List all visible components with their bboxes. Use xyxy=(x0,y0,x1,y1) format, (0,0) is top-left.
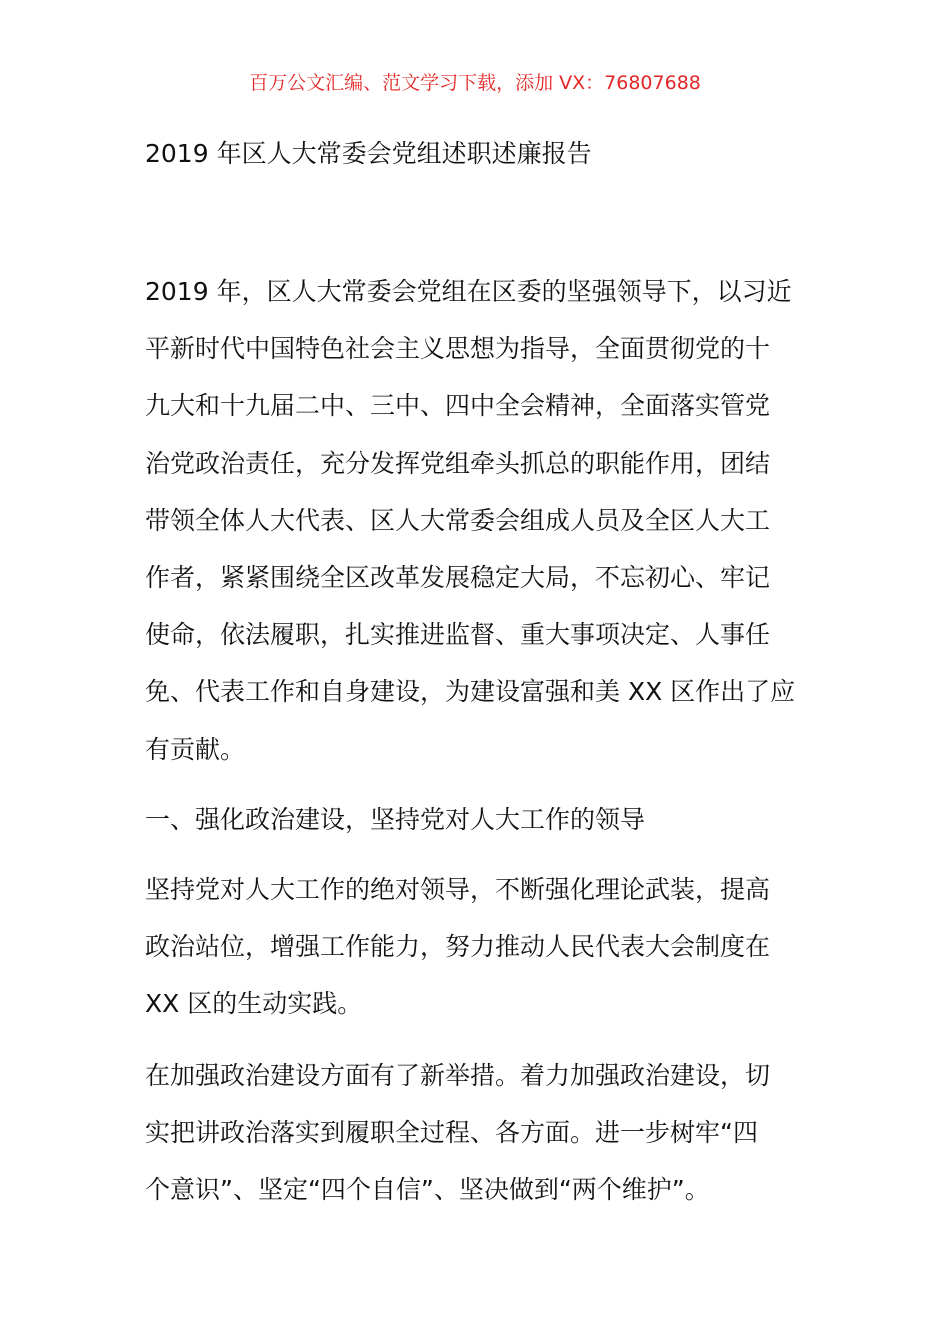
document-title: 2019 年区人大常委会党组述职述廉报告 xyxy=(145,139,592,168)
watermark-header: 百万公文汇编、范文学习下载，添加 VX：76807688 xyxy=(249,72,701,94)
text-line: 个意识”、坚定“四个自信”、坚决做到“两个维护”。 xyxy=(145,1175,710,1205)
text-line: 政治站位，增强工作能力，努力推动人民代表大会制度在 xyxy=(145,932,771,962)
text-line: 治党政治责任，充分发挥党组牵头抓总的职能作用，团结 xyxy=(145,448,771,478)
section-heading xyxy=(145,791,825,848)
paragraph-leadership xyxy=(145,861,825,1033)
text-line: 平新时代中国特色社会主义思想为指导，全面贯彻党的十 xyxy=(145,334,771,364)
text-line: 作者，紧紧围绕全区改革发展稳定大局，不忘初心、牢记 xyxy=(145,562,771,592)
text-line: XX 区的生动实践。 xyxy=(145,989,363,1019)
text-line: 带领全体人大代表、区人大常委会组成人员及全区人大工 xyxy=(145,505,771,535)
text-line: 坚持党对人大工作的绝对领导，不断强化理论武装，提高 xyxy=(145,875,771,904)
text-line: 有贡献。 xyxy=(145,734,246,764)
heading-line: 一、强化政治建设，坚持党对人大工作的领导 xyxy=(145,805,646,834)
text-line: 实把讲政治落实到履职全过程、各方面。进一步树牢“四 xyxy=(145,1118,758,1148)
text-line: 2019 年，区人大常委会党组在区委的坚强领导下，以习近 xyxy=(145,277,792,306)
text-line: 九大和十九届二中、三中、四中全会精神，全面落实管党 xyxy=(145,391,771,421)
text-line: 免、代表工作和自身建设，为建设富强和美 XX 区作出了应 xyxy=(145,677,796,707)
text-line: 在加强政治建设方面有了新举措。着力加强政治建设，切 xyxy=(145,1061,771,1090)
paragraph-political-building xyxy=(145,1047,825,1219)
text-line: 使命，依法履职，扎实推进监督、重大事项决定、人事任 xyxy=(145,620,771,650)
paragraph-intro xyxy=(145,263,825,778)
